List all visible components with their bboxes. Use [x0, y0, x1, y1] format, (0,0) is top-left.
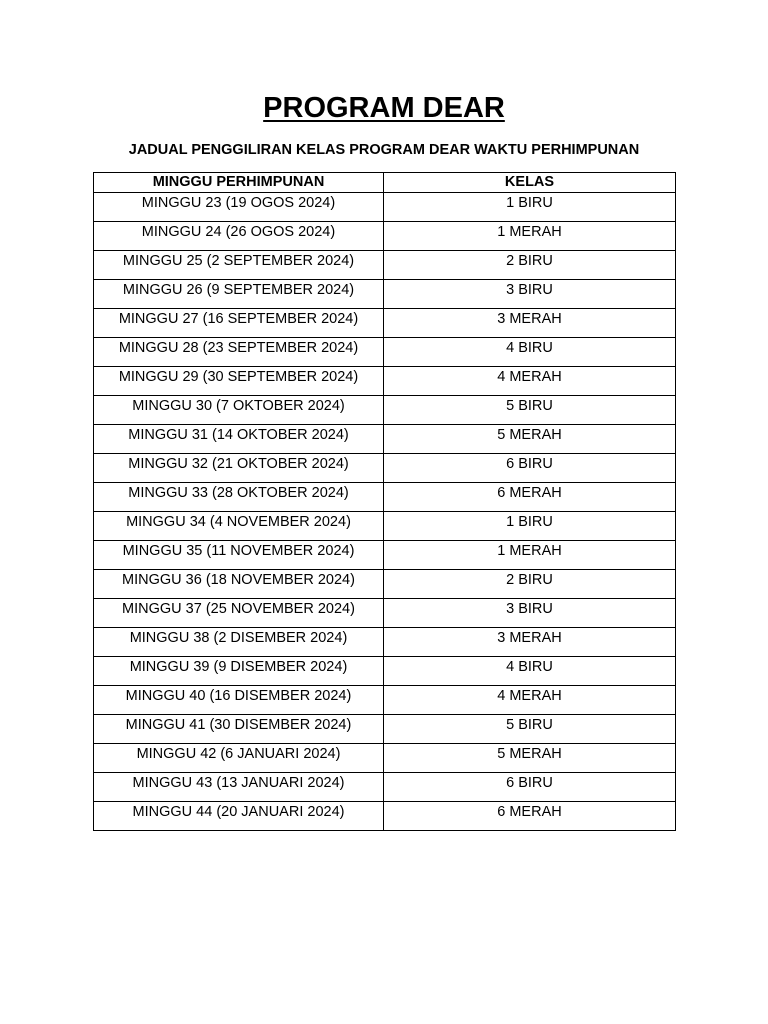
table-row	[94, 541, 676, 570]
week-cell: MINGGU 25 (2 SEPTEMBER 2024)	[94, 251, 384, 280]
week-cell: MINGGU 37 (25 NOVEMBER 2024)	[94, 599, 384, 628]
week-cell: MINGGU 24 (26 OGOS 2024)	[94, 222, 384, 251]
class-cell: 3 MERAH	[384, 628, 676, 657]
class-cell: 5 BIRU	[384, 715, 676, 744]
table-row	[94, 251, 676, 280]
week-cell: MINGGU 32 (21 OKTOBER 2024)	[94, 454, 384, 483]
table-row	[94, 483, 676, 512]
class-cell: 5 BIRU	[384, 396, 676, 425]
header-minggu: MINGGU PERHIMPUNAN	[94, 173, 384, 193]
schedule-table	[93, 172, 676, 831]
table-row	[94, 773, 676, 802]
class-cell: 4 BIRU	[384, 338, 676, 367]
table-body	[94, 193, 676, 831]
table-row	[94, 454, 676, 483]
week-cell: MINGGU 31 (14 OKTOBER 2024)	[94, 425, 384, 454]
header-kelas: KELAS	[384, 173, 676, 193]
week-cell: MINGGU 44 (20 JANUARI 2024)	[94, 802, 384, 831]
table-row	[94, 309, 676, 338]
class-cell: 1 MERAH	[384, 541, 676, 570]
week-cell: MINGGU 40 (16 DISEMBER 2024)	[94, 686, 384, 715]
class-cell: 1 BIRU	[384, 512, 676, 541]
class-cell: 4 MERAH	[384, 367, 676, 396]
class-cell: 4 MERAH	[384, 686, 676, 715]
class-cell: 2 BIRU	[384, 251, 676, 280]
week-cell: MINGGU 42 (6 JANUARI 2024)	[94, 744, 384, 773]
table-header-row	[94, 173, 676, 193]
table-row	[94, 744, 676, 773]
table-row	[94, 193, 676, 222]
table-row	[94, 425, 676, 454]
class-cell: 3 BIRU	[384, 280, 676, 309]
week-cell: MINGGU 26 (9 SEPTEMBER 2024)	[94, 280, 384, 309]
week-cell: MINGGU 23 (19 OGOS 2024)	[94, 193, 384, 222]
table-row	[94, 512, 676, 541]
class-cell: 6 BIRU	[384, 773, 676, 802]
week-cell: MINGGU 39 (9 DISEMBER 2024)	[94, 657, 384, 686]
table-row	[94, 570, 676, 599]
class-cell: 1 MERAH	[384, 222, 676, 251]
class-cell: 6 MERAH	[384, 483, 676, 512]
table-row	[94, 628, 676, 657]
table-row	[94, 280, 676, 309]
table-row	[94, 657, 676, 686]
table-row	[94, 802, 676, 831]
week-cell: MINGGU 29 (30 SEPTEMBER 2024)	[94, 367, 384, 396]
week-cell: MINGGU 35 (11 NOVEMBER 2024)	[94, 541, 384, 570]
week-cell: MINGGU 41 (30 DISEMBER 2024)	[94, 715, 384, 744]
table-row	[94, 338, 676, 367]
class-cell: 5 MERAH	[384, 744, 676, 773]
class-cell: 6 MERAH	[384, 802, 676, 831]
table-row	[94, 222, 676, 251]
table-row	[94, 715, 676, 744]
table-row	[94, 367, 676, 396]
week-cell: MINGGU 43 (13 JANUARI 2024)	[94, 773, 384, 802]
class-cell: 1 BIRU	[384, 193, 676, 222]
week-cell: MINGGU 34 (4 NOVEMBER 2024)	[94, 512, 384, 541]
class-cell: 6 BIRU	[384, 454, 676, 483]
class-cell: 3 BIRU	[384, 599, 676, 628]
week-cell: MINGGU 33 (28 OKTOBER 2024)	[94, 483, 384, 512]
week-cell: MINGGU 27 (16 SEPTEMBER 2024)	[94, 309, 384, 338]
page-title: PROGRAM DEAR	[263, 92, 505, 124]
class-cell: 3 MERAH	[384, 309, 676, 338]
week-cell: MINGGU 30 (7 OKTOBER 2024)	[94, 396, 384, 425]
week-cell: MINGGU 36 (18 NOVEMBER 2024)	[94, 570, 384, 599]
page-subtitle: JADUAL PENGGILIRAN KELAS PROGRAM DEAR WAKTU PERHIMPUNAN	[128, 142, 640, 158]
week-cell: MINGGU 38 (2 DISEMBER 2024)	[94, 628, 384, 657]
class-cell: 2 BIRU	[384, 570, 676, 599]
table-row	[94, 599, 676, 628]
week-cell: MINGGU 28 (23 SEPTEMBER 2024)	[94, 338, 384, 367]
class-cell: 5 MERAH	[384, 425, 676, 454]
class-cell: 4 BIRU	[384, 657, 676, 686]
table-row	[94, 396, 676, 425]
table-row	[94, 686, 676, 715]
